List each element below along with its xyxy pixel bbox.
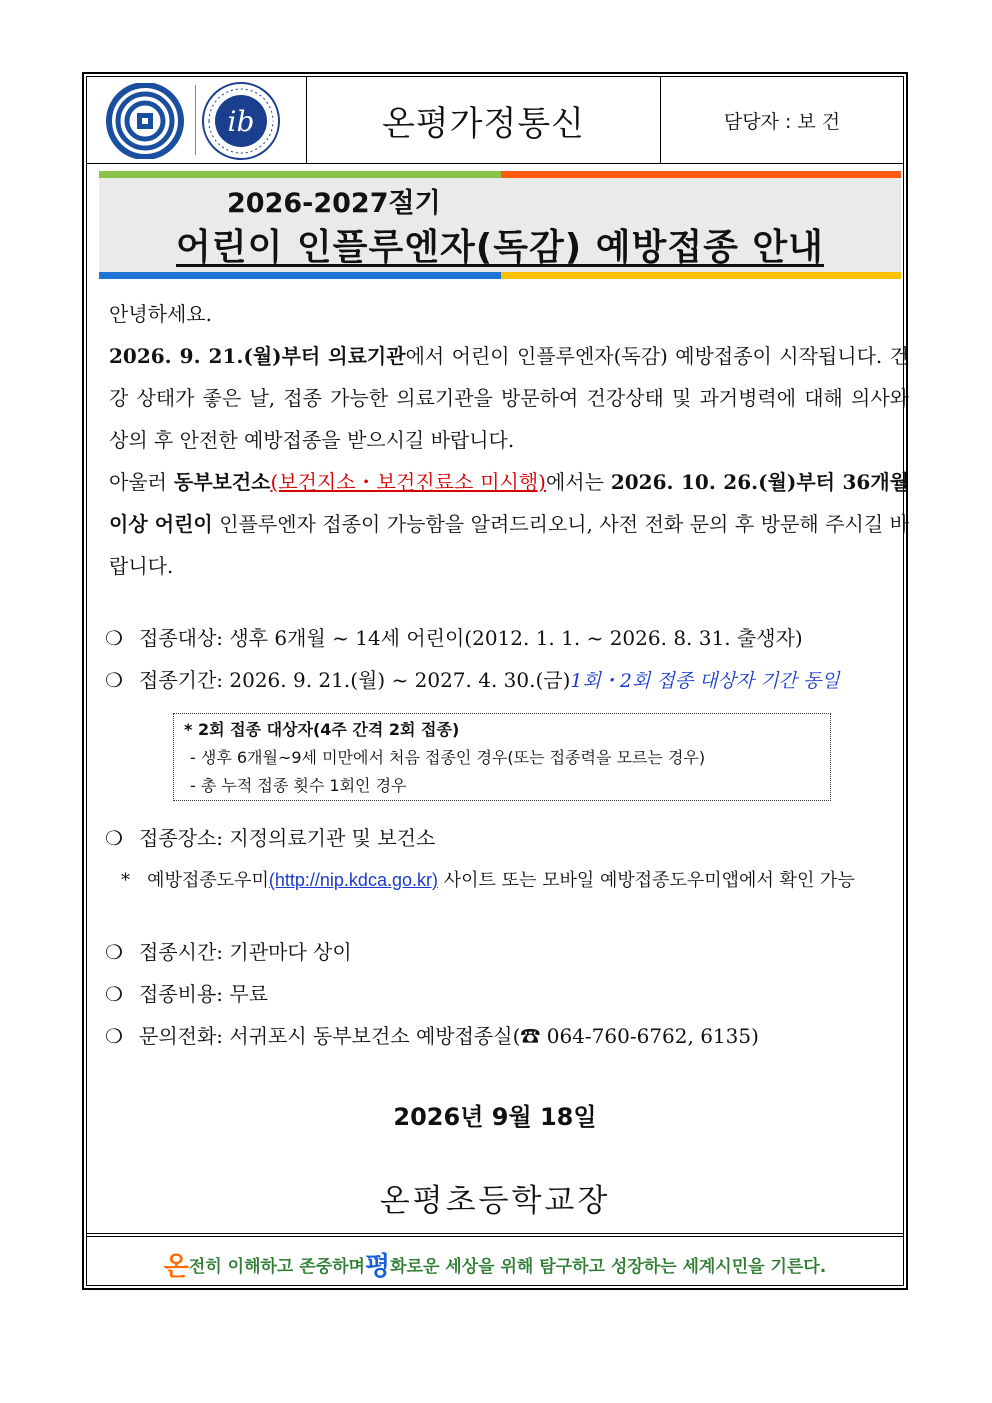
motto-initial-1: 온 — [163, 1251, 189, 1282]
banner-bar-orange — [501, 171, 901, 178]
logo-divider — [195, 85, 196, 155]
body-text — [91, 293, 909, 587]
place-note: * 예방접종도우미(http://nip.kdca.go.kr) 사이트 또는 모바일 예방접종도우미앱에서 확인 가능 — [121, 870, 855, 891]
circle-bullet-icon: ❍ — [105, 1024, 123, 1048]
issue-date: 2026년 9월 18일 — [393, 1103, 597, 1131]
school-emblem-icon — [105, 83, 185, 159]
period-note: 1회・2회 접종 대상자 기간 동일 — [570, 670, 840, 692]
contact-person: 담당자 : 보 건 — [723, 110, 841, 133]
banner-bar-blue — [99, 272, 501, 279]
principal-signature: 온평초등학교장 — [379, 1183, 611, 1219]
document-frame — [82, 72, 908, 1290]
note-line-2: - 총 누적 접종 횟수 1회인 경우 — [190, 776, 407, 795]
paragraph-2-lead: 아울러 — [109, 470, 174, 494]
motto-initial-2: 평 — [364, 1251, 391, 1282]
banner-bar-yellow — [501, 272, 901, 279]
two-dose-note-box — [173, 713, 831, 801]
circle-bullet-icon: ❍ — [105, 982, 123, 1006]
motto-text-1: 전히 이해하고 존중하며 — [188, 1256, 365, 1277]
footer — [87, 1233, 903, 1285]
paragraph-2-end: 인플루엔자 접종이 가능함을 알려드리오니, 사전 전화 문의 후 방문해 주시길 바랍니다. — [109, 512, 909, 578]
list-item-phone: ❍ 문의전화: 서귀포시 동부보건소 예방접종실(☎ 064-760-6762, 6135) — [105, 1015, 905, 1057]
logo-cell — [87, 77, 307, 163]
list-item-place: ❍ 접종장소: 지정의료기관 및 보건소 — [105, 817, 905, 859]
start-date-bold: 2026. 9. 21.(월)부터 의료기관 — [109, 344, 406, 368]
document-inner — [86, 76, 909, 1286]
paragraph-2 — [91, 461, 909, 587]
list-item-target: ❍ 접종대상: 생후 6개월 ~ 14세 어린이(2012. 1. 1. ~ 2026. 8. 31. 출생자) — [105, 617, 905, 659]
main-title: 어린이 인플루엔자(독감) 예방접종 안내 — [176, 227, 824, 268]
paragraph-2-mid: 에서는 — [545, 470, 611, 494]
title-banner — [99, 171, 901, 279]
banner-bar-green — [99, 171, 501, 178]
greeting: 안녕하세요. — [109, 302, 212, 326]
info-list-1 — [105, 617, 905, 701]
list-item-time: ❍ 접종시간: 기관마다 상이 — [105, 931, 905, 973]
circle-bullet-icon: ❍ — [105, 626, 123, 650]
paragraph-1-text: 에서 어린이 인플루엔자(독감) 예방접종이 시작됩니다. 건강 상태가 좋은 날, 접종 가능한 의료기관을 방문하여 건강상태 및 과거병력에 대해 의사와 상의 후 안전한 예방접종을 받으시길 바랍니다. — [109, 344, 909, 452]
info-list-3 — [105, 931, 905, 1057]
school-motto — [87, 1236, 903, 1291]
note-line-1: - 생후 6개월~9세 미만에서 처음 접종인 경우(또는 접종력을 모르는 경우) — [190, 748, 706, 767]
info-list-2 — [105, 817, 905, 859]
list-item-period: ❍ 접종기간: 2026. 9. 21.(월) ~ 2027. 4. 30.(금)1회・2회 접종 대상자 기간 동일 — [105, 659, 905, 701]
health-center-date-bold: 2026. 10. 26.(월)부터 36개월 이상 어린이 — [109, 470, 909, 536]
health-center-name: 동부보건소 — [173, 470, 271, 494]
svg-text:ib: ib — [227, 105, 255, 138]
ib-world-school-logo-icon — [199, 81, 283, 161]
list-item-cost: ❍ 접종비용: 무료 — [105, 973, 905, 1015]
newsletter-title: 온평가정통신 — [307, 77, 661, 163]
circle-bullet-icon: ❍ — [105, 668, 123, 692]
motto-text-2: 화로운 세상을 위해 탐구하고 성장하는 세계시민을 기른다. — [390, 1256, 827, 1277]
header-divider — [87, 163, 903, 164]
paragraph-1 — [91, 335, 909, 461]
circle-bullet-icon: ❍ — [105, 826, 123, 850]
note-title: * 2회 접종 대상자(4주 간격 2회 접종) — [184, 720, 460, 739]
not-available-note: (보건지소・보건진료소 미시행) — [270, 470, 546, 494]
nip-website-link[interactable]: (http://nip.kdca.go.kr) — [268, 870, 438, 890]
season-subtitle: 2026-2027절기 — [227, 188, 441, 219]
circle-bullet-icon: ❍ — [105, 940, 123, 964]
